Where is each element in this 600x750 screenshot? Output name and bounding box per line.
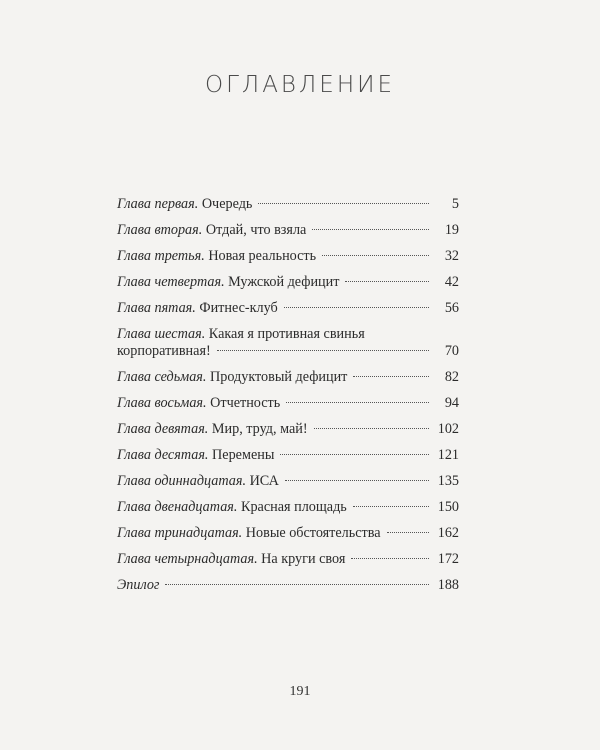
dot-leader [387,532,429,533]
dot-leader [353,506,429,507]
toc-entry[interactable] [117,447,459,464]
toc-entry[interactable] [117,222,459,239]
toc-page-number: 188 [437,577,459,593]
toc-chapter-title: Красная площадь [240,499,347,515]
toc-page-number: 56 [444,300,459,316]
toc-chapter-label: Глава девятая. [117,421,209,437]
toc-page-number: 102 [437,421,459,437]
toc-chapter-label: Глава вторая. [117,222,203,238]
toc-entry[interactable] [117,196,459,213]
toc-chapter-label: Глава третья. [117,248,205,264]
toc-entry[interactable] [117,499,459,516]
dot-leader [314,428,429,429]
toc-entry[interactable] [117,525,459,542]
toc-chapter-title: Продуктовый дефицит [210,369,348,385]
toc-entry[interactable] [117,421,459,438]
toc-page-number: 82 [444,369,459,385]
toc-page-number: 150 [437,499,459,515]
toc-chapter-title: Мужской дефицит [228,274,340,290]
toc-page-number: 32 [444,248,459,264]
toc-chapter-title: Новые обстоятельства [245,525,381,541]
table-of-contents [117,196,459,603]
dot-leader [284,307,429,308]
toc-entry[interactable] [117,326,459,360]
toc-entry[interactable] [117,551,459,568]
toc-chapter-title-continued: корпоративная! [117,343,211,359]
toc-chapter-label: Глава пятая. [117,300,196,316]
toc-chapter-label: Глава двенадцатая. [117,499,238,515]
toc-chapter-title: Фитнес-клуб [199,300,278,316]
dot-leader [258,203,429,204]
toc-chapter-title: Мир, труд, май! [211,421,308,437]
dot-leader [286,402,429,403]
toc-entry[interactable] [117,300,459,317]
toc-page-number: 162 [437,525,459,541]
toc-page-number: 70 [444,343,459,359]
toc-chapter-title: Какая я противная свинья [208,326,365,342]
toc-chapter-title: Отдай, что взяла [205,222,307,238]
dot-leader [345,281,429,282]
toc-entry[interactable] [117,369,459,386]
dot-leader [217,350,429,351]
toc-chapter-title: Отчетность [210,395,281,411]
dot-leader [351,558,429,559]
toc-chapter-title: Новая реальность [208,248,317,264]
toc-chapter-label: Глава четвертая. [117,274,225,290]
toc-chapter-label: Глава седьмая. [117,369,207,385]
page-number: 191 [289,684,311,699]
toc-chapter-title: ИСА [249,473,279,489]
toc-chapter-label: Глава тринадцатая. [117,525,243,541]
toc-page-number: 19 [444,222,459,238]
toc-entry[interactable] [117,473,459,490]
dot-leader [285,480,429,481]
dot-leader [165,584,429,585]
dot-leader [312,229,429,230]
toc-page-number: 121 [437,447,459,463]
toc-chapter-title: На круги своя [261,551,346,567]
toc-chapter-label: Глава четырнадцатая. [117,551,258,567]
toc-entry[interactable] [117,274,459,291]
toc-chapter-label: Глава шестая. [117,326,206,342]
toc-entry[interactable] [117,395,459,412]
toc-page-number: 172 [437,551,459,567]
dot-leader [353,376,429,377]
dot-leader [280,454,429,455]
toc-chapter-title: Перемены [212,447,275,463]
toc-chapter-label: Глава восьмая. [117,395,207,411]
page-title: ОГЛАВЛЕНИЕ [204,72,396,98]
toc-chapter-label: Глава первая. [117,196,199,212]
toc-page-number: 5 [451,196,459,212]
dot-leader [322,255,429,256]
toc-entry[interactable] [117,577,459,594]
toc-chapter-label: Глава одиннадцатая. [117,473,247,489]
toc-page-number: 94 [444,395,459,411]
toc-entry[interactable] [117,248,459,265]
toc-epilogue-label: Эпилог [117,577,160,593]
toc-chapter-title: Очередь [201,196,253,212]
toc-page-number: 135 [437,473,459,489]
toc-page-number: 42 [444,274,459,290]
toc-chapter-label: Глава десятая. [117,447,209,463]
